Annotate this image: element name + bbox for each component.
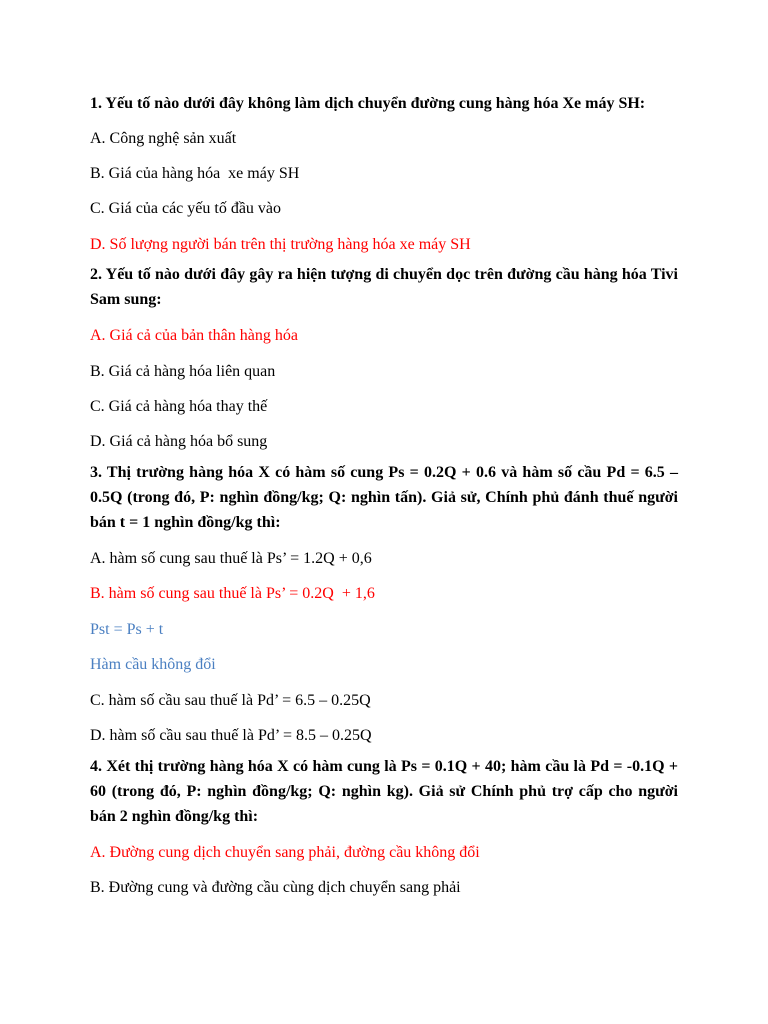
question-3-option-d: D. hàm số cầu sau thuế là Pd’ = 8.5 – 0.25Q [90, 727, 372, 744]
question-1-title: 1. Yếu tố nào dưới đây không làm dịch chuyển đường cung hàng hóa Xe máy SH: [90, 95, 646, 112]
question-2-option-a-answer: A. Giá cả của bản thân hàng hóa [90, 327, 298, 344]
question-3-option-b-answer: B. hàm số cung sau thuế là Ps’ = 0.2Q + 1,6 [90, 585, 375, 602]
question-3-option-a: A. hàm số cung sau thuế là Ps’ = 1.2Q + 0,6 [90, 550, 372, 567]
question-4-option-a-answer: A. Đường cung dịch chuyển sang phải, đường cầu không đổi [90, 844, 480, 861]
question-4-title: 4. Xét thị trường hàng hóa X có hàm cung là Ps = 0.1Q + 40; hàm cầu là Pd = -0.1Q + 60 (trong đó, P: nghìn đồng/kg; Q: nghìn kg). Giả sử Chính phủ trợ cấp cho người bán 2 nghìn đồng/kg thì: [90, 758, 678, 825]
question-2-title: 2. Yếu tố nào dưới đây gây ra hiện tượng di chuyển dọc trên đường cầu hàng hóa Tivi Sam sung: [90, 266, 678, 308]
question-2-option-b: B. Giá cả hàng hóa liên quan [90, 363, 276, 380]
question-1-option-a: A. Công nghệ sản xuất [90, 130, 237, 147]
question-4-option-b: B. Đường cung và đường cầu cùng dịch chuyển sang phải [90, 879, 461, 896]
question-2-option-c: C. Giá cả hàng hóa thay thế [90, 398, 268, 415]
question-3-note-formula: Pst = Ps + t [90, 621, 164, 638]
question-1-option-b: B. Giá của hàng hóa xe máy SH [90, 165, 300, 182]
question-3-option-c: C. hàm số cầu sau thuế là Pd’ = 6.5 – 0.25Q [90, 692, 371, 709]
question-1-option-d-answer: D. Số lượng người bán trên thị trường hàng hóa xe máy SH [90, 236, 471, 253]
question-2-option-d: D. Giá cả hàng hóa bổ sung [90, 433, 268, 450]
question-1-option-c: C. Giá của các yếu tố đầu vào [90, 200, 282, 217]
question-3-title: 3. Thị trường hàng hóa X có hàm số cung Ps = 0.2Q + 0.6 và hàm số cầu Pd = 6.5 – 0.5Q (trong đó, P: nghìn đồng/kg; Q: nghìn tấn). Giả sử, Chính phủ đánh thuế người bán t = 1 nghìn đồng/kg thì: [90, 464, 678, 531]
question-3-note-demand: Hàm cầu không đổi [90, 656, 216, 673]
